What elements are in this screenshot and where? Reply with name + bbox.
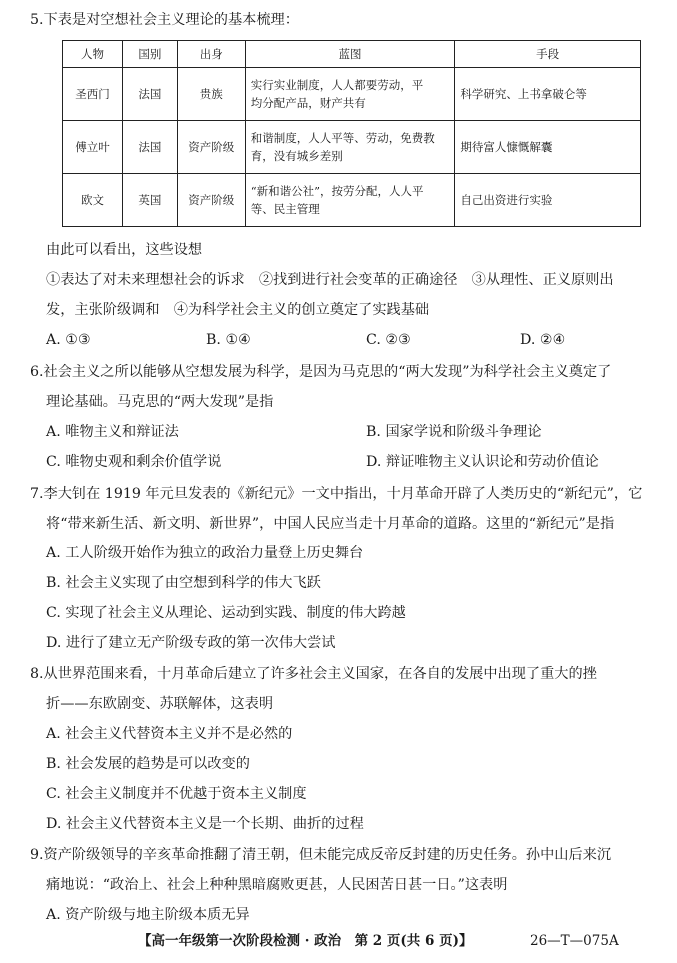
q5-statements-line-2: 发，主张阶级调和 ④为科学社会主义的创立奠定了实践基础 [46, 302, 430, 318]
q5-option-c[interactable]: C. ②③ [366, 332, 411, 348]
cell-country: 法国 [122, 68, 177, 121]
table-row [63, 121, 641, 174]
cell-blueprint [245, 174, 455, 227]
cell-person: 欧文 [63, 174, 123, 227]
q5-stem: 5.下表是对空想社会主义理论的基本梳理： [30, 12, 299, 28]
q8-option-a[interactable]: A. 社会主义代替资本主义并不是必然的 [46, 726, 293, 742]
table-row [63, 174, 641, 227]
blueprint-line: 等、民主管理 [250, 202, 320, 216]
q8-stem-line-2: 折——东欧剧变、苏联解体，这表明 [46, 696, 274, 712]
q7-stem-line-1: 7.李大钊在 1919 年元旦发表的《新纪元》一文中指出，十月革命开辟了人类历史的“新纪元”，它 [30, 486, 643, 502]
header-means: 手段 [455, 41, 641, 68]
header-country: 国别 [122, 41, 177, 68]
q7-stem-line-2: 将“带来新生活、新文明、新世界”，中国人民应当走十月革命的道路。这里的“新纪元”是指 [46, 516, 615, 532]
exam-code: 26—T—075A [530, 933, 619, 949]
page-footer: 【高一年级第一次阶段检测 · 政治 第 2 页(共 6 页)】 [138, 933, 473, 949]
blueprint-line: 均分配产品，财产共有 [250, 96, 366, 110]
q5-option-a[interactable]: A. ①③ [46, 332, 91, 348]
q7-option-d[interactable]: D. 进行了建立无产阶级专政的第一次伟大尝试 [46, 635, 336, 651]
cell-means: 科学研究、上书拿破仑等 [455, 68, 641, 121]
q5-option-b[interactable]: B. ①④ [206, 332, 251, 348]
q7-option-a[interactable]: A. 工人阶级开始作为独立的政治力量登上历史舞台 [46, 545, 364, 561]
cell-country: 英国 [122, 174, 177, 227]
q6-option-b[interactable]: B. 国家学说和阶级斗争理论 [366, 424, 542, 440]
header-blueprint: 蓝图 [245, 41, 455, 68]
cell-person: 圣西门 [63, 68, 123, 121]
cell-means: 自己出资进行实验 [455, 174, 641, 227]
cell-origin: 资产阶级 [177, 121, 245, 174]
q9-stem-line-1: 9.资产阶级领导的辛亥革命推翻了清王朝，但未能完成反帝反封建的历史任务。孙中山后来沉 [30, 847, 612, 863]
q6-stem-line-2: 理论基础。马克思的“两大发现”是指 [46, 394, 274, 410]
cell-origin: 资产阶级 [177, 174, 245, 227]
blueprint-line: 实行实业制度，人人都要劳动，平 [250, 78, 424, 92]
q7-option-b[interactable]: B. 社会主义实现了由空想到科学的伟大飞跃 [46, 575, 321, 591]
q8-option-d[interactable]: D. 社会主义代替资本主义是一个长期、曲折的过程 [46, 816, 364, 832]
cell-person: 傅立叶 [63, 121, 123, 174]
cell-country: 法国 [122, 121, 177, 174]
q7-option-c[interactable]: C. 实现了社会主义从理论、运动到实践、制度的伟大跨越 [46, 605, 406, 621]
blueprint-line: 和谐制度，人人平等、劳动，免费教 [250, 131, 435, 145]
q9-option-a[interactable]: A. 资产阶级与地主阶级本质无异 [46, 907, 250, 923]
blueprint-line: 育，没有城乡差别 [250, 149, 343, 163]
utopian-socialism-table [62, 40, 641, 227]
cell-origin: 贵族 [177, 68, 245, 121]
q5-option-d[interactable]: D. ②④ [520, 332, 566, 348]
cell-means: 期待富人慷慨解囊 [455, 121, 641, 174]
q8-option-b[interactable]: B. 社会发展的趋势是可以改变的 [46, 756, 250, 772]
q5-lead: 由此可以看出，这些设想 [46, 242, 203, 258]
cell-blueprint [245, 68, 455, 121]
q8-option-c[interactable]: C. 社会主义制度并不优越于资本主义制度 [46, 786, 307, 802]
q9-stem-line-2: 痛地说：“政治上、社会上种种黑暗腐败更甚，人民困苦日甚一日。”这表明 [46, 877, 508, 893]
q6-option-d[interactable]: D. 辩证唯物主义认识论和劳动价值论 [366, 454, 599, 470]
q8-stem-line-1: 8.从世界范围来看，十月革命后建立了许多社会主义国家，在各自的发展中出现了重大的挫 [30, 666, 597, 682]
header-person: 人物 [63, 41, 123, 68]
q6-stem-line-1: 6.社会主义之所以能够从空想发展为科学，是因为马克思的“两大发现”为科学社会主义奠定了 [30, 364, 612, 380]
q6-option-a[interactable]: A. 唯物主义和辩证法 [46, 424, 179, 440]
table-row [63, 68, 641, 121]
blueprint-line: “新和谐公社”，按劳分配，人人平 [250, 184, 424, 198]
header-origin: 出身 [177, 41, 245, 68]
table-header-row [63, 41, 641, 68]
q6-option-c[interactable]: C. 唯物史观和剩余价值学说 [46, 454, 222, 470]
q5-statements-line-1: ①表达了对未来理想社会的诉求 ②找到进行社会变革的正确途径 ③从理性、正义原则出 [46, 272, 614, 288]
cell-blueprint [245, 121, 455, 174]
